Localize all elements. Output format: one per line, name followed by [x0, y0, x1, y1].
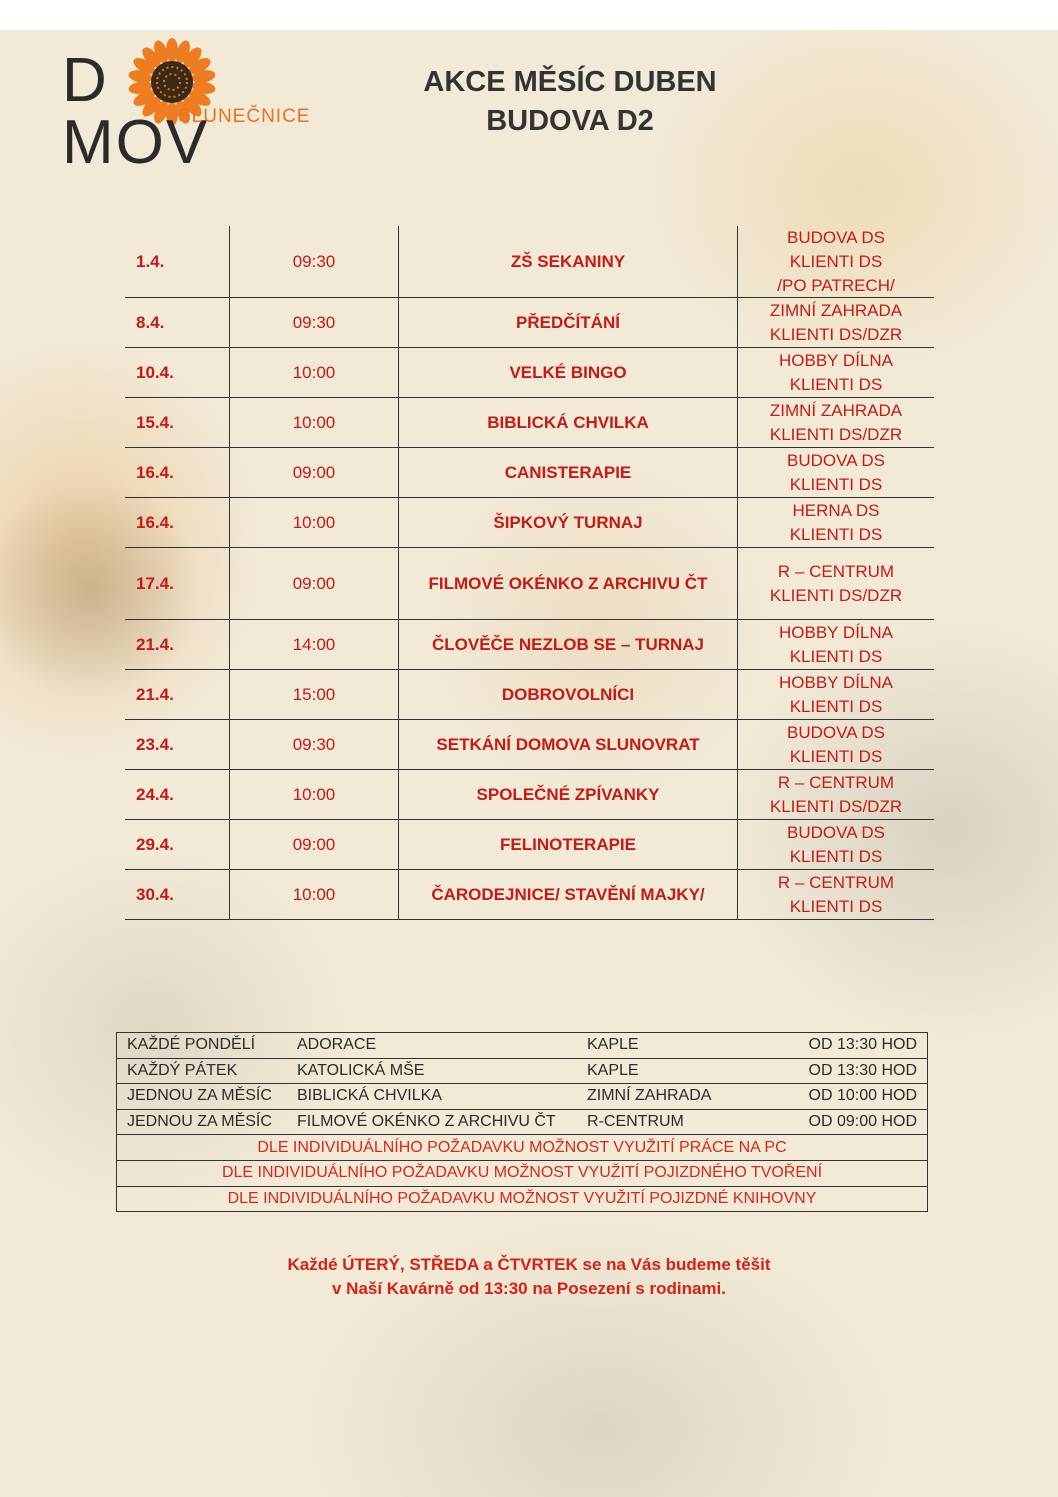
schedule-row	[125, 298, 934, 348]
event-place-line: BUDOVA DS	[787, 722, 885, 742]
event-date: 29.4.	[125, 820, 230, 869]
schedule-row	[125, 448, 934, 498]
schedule-row	[125, 720, 934, 770]
individual-request-note: DLE INDIVIDUÁLNÍHO POŽADAVKU MOŽNOST VYUŽITÍ PRÁCE NA PC	[117, 1135, 927, 1161]
footer-note-line1: Každé ÚTERÝ, STŘEDA a ČTVRTEK se na Vás budeme těšit	[287, 1255, 771, 1274]
regular-activity: ADORACE	[297, 1036, 377, 1054]
event-time: 10:00	[230, 398, 399, 447]
regular-time: OD 13:30 HOD	[808, 1061, 917, 1079]
event-time: 09:30	[230, 720, 399, 769]
regular-place: R-CENTRUM	[587, 1113, 684, 1131]
event-place-line: HOBBY DÍLNA	[778, 672, 893, 692]
regular-when: KAŽDÉ PONDĚLÍ	[127, 1036, 256, 1054]
event-place	[738, 498, 934, 547]
event-name: FILMOVÉ OKÉNKO Z ARCHIVU ČT	[399, 548, 738, 619]
event-place-line: ZIMNÍ ZAHRADA	[769, 400, 903, 420]
regular-time: OD 13:30 HOD	[808, 1036, 917, 1054]
regular-activity: BIBLICKÁ CHVILKA	[297, 1087, 442, 1105]
event-place-line: KLIENTI DS	[789, 524, 883, 544]
event-place	[738, 820, 934, 869]
event-place-line: R – CENTRUM	[777, 561, 895, 581]
event-name: ŠIPKOVÝ TURNAJ	[399, 498, 738, 547]
logo	[62, 38, 312, 177]
event-place-line: KLIENTI DS	[789, 846, 883, 866]
regular-place: ZIMNÍ ZAHRADA	[587, 1087, 712, 1105]
regular-activity: KATOLICKÁ MŠE	[297, 1061, 425, 1079]
individual-request-note: DLE INDIVIDUÁLNÍHO POŽADAVKU MOŽNOST VYUŽITÍ POJIZDNÉ KNIHOVNY	[227, 1189, 817, 1207]
event-place-line: KLIENTI DS	[789, 746, 883, 766]
event-place-line: KLIENTI DS	[789, 646, 883, 666]
event-date: 1.4.	[125, 226, 230, 297]
regular-row	[117, 1033, 927, 1059]
schedule-row	[125, 670, 934, 720]
event-time: 09:30	[230, 226, 399, 297]
regular-row	[117, 1110, 927, 1136]
regular-activities-table	[116, 1032, 928, 1212]
top-strip	[0, 0, 1058, 30]
event-place	[738, 870, 934, 919]
schedule-row	[125, 226, 934, 298]
schedule-row	[125, 770, 934, 820]
schedule-row	[125, 498, 934, 548]
schedule-row	[125, 398, 934, 448]
event-place-line: BUDOVA DS	[787, 822, 885, 842]
event-name: ZŠ SEKANINY	[399, 226, 738, 297]
event-date: 21.4.	[125, 670, 230, 719]
regular-when: JEDNOU ZA MĚSÍC	[127, 1087, 272, 1105]
event-date: 30.4.	[125, 870, 230, 919]
event-time: 10:00	[230, 870, 399, 919]
event-place-line: ZIMNÍ ZAHRADA	[769, 300, 903, 320]
event-place-line: HOBBY DÍLNA	[778, 350, 893, 370]
event-date: 24.4.	[125, 770, 230, 819]
event-time: 15:00	[230, 670, 399, 719]
event-place-line: KLIENTI DS	[789, 896, 883, 916]
event-place-line: KLIENTI DS	[789, 251, 883, 271]
schedule-table	[125, 226, 934, 920]
event-place-line: KLIENTI DS/DZR	[769, 324, 903, 344]
event-place	[738, 670, 934, 719]
event-name: VELKÉ BINGO	[399, 348, 738, 397]
event-place-line: KLIENTI DS/DZR	[769, 585, 903, 605]
schedule-row	[125, 548, 934, 620]
regular-time: OD 10:00 HOD	[808, 1087, 917, 1105]
event-time: 10:00	[230, 498, 399, 547]
event-place	[738, 448, 934, 497]
schedule-row	[125, 348, 934, 398]
page-title: AKCE MĚSÍC DUBEN	[423, 66, 717, 98]
individual-request-note: DLE INDIVIDUÁLNÍHO POŽADAVKU MOŽNOST VYUŽITÍ POJIZDNÉHO TVOŘENÍ	[117, 1161, 927, 1187]
event-date: 15.4.	[125, 398, 230, 447]
event-time: 09:30	[230, 298, 399, 347]
event-place-line: R – CENTRUM	[777, 872, 895, 892]
event-name: FELINOTERAPIE	[399, 820, 738, 869]
event-date: 16.4.	[125, 448, 230, 497]
event-date: 23.4.	[125, 720, 230, 769]
event-time: 14:00	[230, 620, 399, 669]
event-place-line: BUDOVA DS	[787, 450, 885, 470]
event-place	[738, 620, 934, 669]
event-place-line: HERNA DS	[792, 500, 880, 520]
event-place	[738, 770, 934, 819]
footer-note-line2: v Naší Kavárně od 13:30 na Posezení s rodinami.	[332, 1279, 726, 1298]
event-name: DOBROVOLNÍCI	[399, 670, 738, 719]
event-place	[738, 348, 934, 397]
regular-when: JEDNOU ZA MĚSÍC	[127, 1113, 272, 1131]
event-name: SETKÁNÍ DOMOVA SLUNOVRAT	[399, 720, 738, 769]
event-name: BIBLICKÁ CHVILKA	[399, 398, 738, 447]
event-time: 09:00	[230, 820, 399, 869]
event-name: ČLOVĚČE NEZLOB SE – TURNAJ	[399, 620, 738, 669]
event-place	[738, 298, 934, 347]
schedule-row	[125, 620, 934, 670]
regular-time: OD 09:00 HOD	[808, 1113, 917, 1131]
event-date: 16.4.	[125, 498, 230, 547]
event-place-line: HOBBY DÍLNA	[778, 622, 893, 642]
regular-when: KAŽDÝ PÁTEK	[127, 1061, 238, 1079]
page-subtitle: BUDOVA D2	[486, 105, 654, 137]
event-place	[738, 548, 934, 619]
schedule-row	[125, 870, 934, 920]
event-place	[738, 720, 934, 769]
regular-place: KAPLE	[587, 1036, 639, 1054]
event-name: ČARODEJNICE/ STAVĚNÍ MAJKY/	[399, 870, 738, 919]
logo-letters-mov: MOV	[62, 108, 210, 177]
event-date: 8.4.	[125, 298, 230, 347]
schedule-row	[125, 820, 934, 870]
event-name: CANISTERAPIE	[399, 448, 738, 497]
event-date: 10.4.	[125, 348, 230, 397]
regular-activity: FILMOVÉ OKÉNKO Z ARCHIVU ČT	[297, 1113, 556, 1131]
event-place	[738, 226, 934, 297]
event-name: PŘEDČÍTÁNÍ	[399, 298, 738, 347]
regular-place: KAPLE	[587, 1061, 639, 1079]
event-place	[738, 398, 934, 447]
event-place-line: R – CENTRUM	[777, 772, 895, 792]
event-time: 09:00	[230, 548, 399, 619]
event-date: 21.4.	[125, 620, 230, 669]
logo-letter-d: D	[62, 46, 109, 115]
event-time: 10:00	[230, 348, 399, 397]
event-place-line: KLIENTI DS	[789, 696, 883, 716]
regular-row	[117, 1059, 927, 1085]
regular-row	[117, 1084, 927, 1110]
event-date: 17.4.	[125, 548, 230, 619]
event-place-line: KLIENTI DS/DZR	[769, 796, 903, 816]
event-name: SPOLEČNÉ ZPÍVANKY	[399, 770, 738, 819]
event-place-line: KLIENTI DS	[789, 474, 883, 494]
event-time: 10:00	[230, 770, 399, 819]
event-place-line: BUDOVA DS	[787, 227, 885, 247]
logo-subtitle: SLUNEČNICE	[178, 106, 311, 127]
event-place-line: KLIENTI DS	[789, 374, 883, 394]
event-time: 09:00	[230, 448, 399, 497]
event-place-line: /PO PATRECH/	[777, 275, 895, 295]
event-place-line: KLIENTI DS/DZR	[769, 424, 903, 444]
